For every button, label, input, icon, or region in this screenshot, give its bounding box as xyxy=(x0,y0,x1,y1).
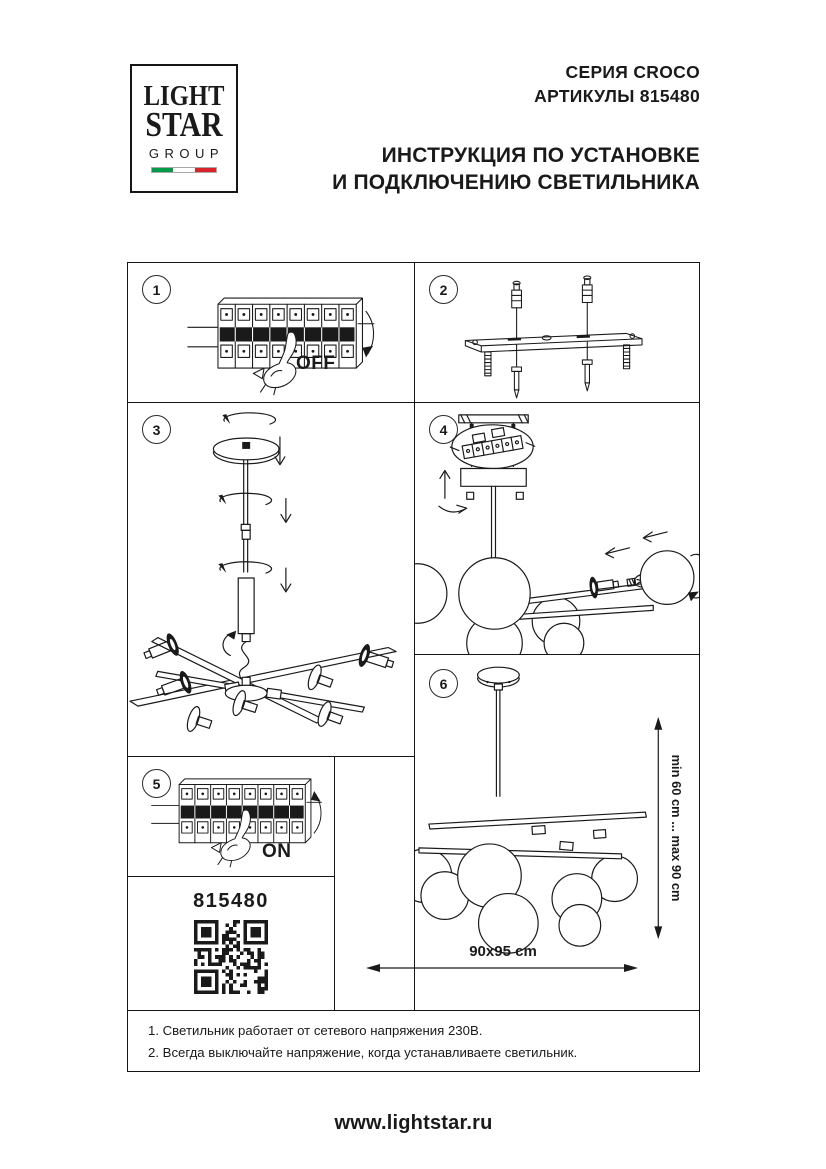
step-panel-4 xyxy=(414,402,700,655)
document-header xyxy=(332,60,700,196)
width-label: 90x95 cm xyxy=(469,943,537,960)
italian-flag-stripe xyxy=(151,167,217,173)
series-label: СЕРИЯ CROCO xyxy=(565,62,700,82)
article-number: 815480 xyxy=(193,890,269,912)
title-line-2: И ПОДКЛЮЧЕНИЮ СВЕТИЛЬНИКА xyxy=(332,171,700,194)
breaker-off-illustration xyxy=(186,283,390,400)
logo-group: GROUP xyxy=(148,146,225,161)
on-label: ON xyxy=(262,841,292,862)
mounting-bracket-illustration xyxy=(453,275,665,406)
note-line-1: 1. Светильник работает от сетевого напряжения 230В. xyxy=(148,1023,483,1038)
step-number-1: 1 xyxy=(142,275,171,304)
flag-red xyxy=(195,168,216,172)
logo-star: STAR xyxy=(145,105,223,144)
step-number-3: 3 xyxy=(142,415,171,444)
wiring-globe-illustration xyxy=(415,403,699,654)
flag-white xyxy=(173,168,194,172)
off-label: OFF xyxy=(296,353,336,374)
breaker-on-illustration xyxy=(150,765,336,872)
title-line-1: ИНСТРУКЦИЯ ПО УСТАНОВКЕ xyxy=(381,144,700,167)
safety-notes xyxy=(127,1010,700,1072)
articles-label: АРТИКУЛЫ 815480 xyxy=(534,86,700,106)
article-qr-panel xyxy=(127,876,335,1011)
lightstar-logo xyxy=(130,64,238,193)
step-panel-2 xyxy=(414,262,700,403)
height-range-label: min 60 cm ... max 90 cm xyxy=(669,754,685,902)
step-panel-5 xyxy=(127,756,335,877)
rod-assembly-illustration xyxy=(128,403,414,756)
width-dimension-arrow xyxy=(358,936,650,982)
note-line-2: 2. Всегда выключайте напряжение, когда устанавливаете светильник. xyxy=(148,1045,578,1060)
step-panel-1 xyxy=(127,262,415,403)
flag-green xyxy=(152,168,173,172)
website-url: www.lightstar.ru xyxy=(334,1112,493,1134)
step-number-5: 5 xyxy=(142,769,171,798)
step-number-2: 2 xyxy=(429,275,458,304)
step-panel-3 xyxy=(127,402,415,757)
step-number-6: 6 xyxy=(429,669,458,698)
qr-code xyxy=(194,920,268,994)
logo-light: LIGHT xyxy=(143,80,225,112)
step-number-4: 4 xyxy=(429,415,458,444)
